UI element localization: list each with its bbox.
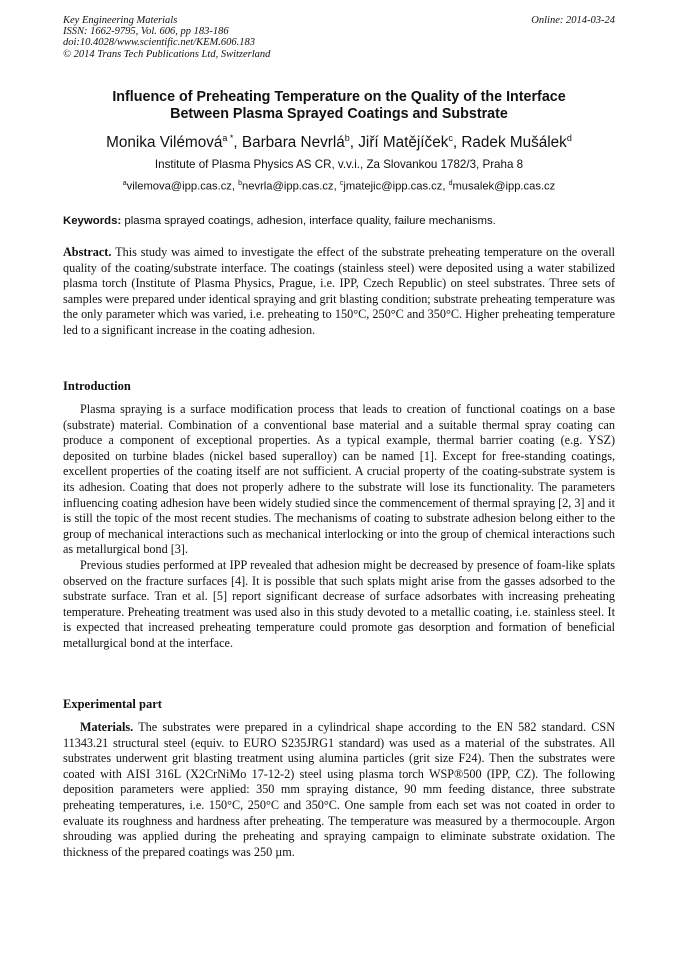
abstract-text: This study was aimed to investigate the effect of the substrate preheating temperature on the overall quality of the coating/substrate interface. The coatings (stainless steel) were deposited using a water stabilized plasma torch (Institute of Plasma Physics, Prague, i.e. IPP, Czech Republic) on steel substrates. Three sets of samples were prepared under identical spraying and grit blasting condition; substrate preheating temperature was the only parameter which was varied, i.e. preheating to 150°C, 250°C and 350°C. Higher preheating temperature led to a significant increase in the coating adhesion.	[63, 245, 615, 337]
author-sup: a *	[222, 133, 234, 143]
journal-name: Key Engineering Materials	[63, 15, 178, 26]
abstract-label: Abstract.	[63, 245, 112, 259]
experimental-section	[63, 720, 615, 860]
author-list: Monika Vilémová$^{a *}$, Barbara Nevrlá$^b$, Jiří Matějíček$^c$, Radek Mušálek$^d$	[106, 133, 572, 152]
paragraph: Previous studies performed at IPP revealed that adhesion might be decreased by presence of foam-like splats observed on the fracture surfaces [4]. It is possible that such splats might arise from the gasses adsorbed to the substrate surface. Tran et al. [5] report significant decrease of surface adsorbates with increasing preheating temperature. Preheating treatment was used also in this study devoted to a metallic coating, i.e. stainless steel. It is expected that increased preheating temperature could promote gas desorption and formation of beneficial metallurgical bond at the interface.	[63, 557, 615, 650]
author-name: Barbara Nevrlá	[241, 134, 345, 152]
author-name: Monika Vilémová	[106, 134, 223, 152]
email-sup: c	[339, 180, 344, 187]
email-list: $^a$vilemova@ipp.cas.cz, $^b$nevrla@ipp.cas.cz, $^c$jmatejic@ipp.cas.cz, $^d$musalek@ipp.cas.cz	[122, 180, 556, 193]
keywords-text: plasma sprayed coatings, adhesion, interface quality, failure mechanisms.	[121, 215, 496, 227]
author-name: Jiří Matějíček	[358, 134, 449, 152]
email-link[interactable]: musalek@ipp.cas.cz	[452, 180, 556, 193]
email-sup: b	[238, 180, 243, 187]
online-date: Online: 2014-03-24	[531, 15, 615, 26]
keywords	[63, 214, 615, 228]
issn-line: ISSN: 1662-9795, Vol. 606, pp 183-186	[63, 26, 229, 38]
email-link[interactable]: jmatejic@ipp.cas.cz	[343, 180, 443, 193]
copyright-line: © 2014 Trans Tech Publications Ltd, Switzerland	[63, 48, 271, 60]
keywords-label: Keywords:	[63, 215, 122, 227]
author-sup: b	[344, 133, 350, 143]
title-line-1: Influence of Preheating Temperature on the Quality of the Interface	[112, 89, 566, 105]
title-line-2: Between Plasma Sprayed Coatings and Substrate	[170, 106, 508, 122]
email-link[interactable]: vilemova@ipp.cas.cz	[126, 180, 232, 193]
email-sup: a	[122, 180, 127, 187]
experimental-heading: Experimental part	[63, 697, 162, 711]
introduction-section	[63, 402, 615, 652]
paragraph: Plasma spraying is a surface modification process that leads to creation of functional coatings on a base (substrate) material. Combination of a conventional base material and a suitable thermal spray coating can produce a component of exceptional properties. As a typical example, thermal barrier coating (e.g. YSZ) deposited on turbine blades (nickel based superalloy) can be named [1]. Except for free-standing coatings, excellent properties of the coating itself are not sufficient. A crucial property of the coating-substrate system is its adhesion. Coating that does not properly adhere to the substrate will lose its functionality. The parameters influencing coating adhesion have been widely studied since the commencement of thermal spraying [2, 3] and it is still the topic of the most recent studies. The mechanisms of coating to substrate adhesion belong either to the group of mechanical interactions such as mechanical interlocking or into the group of chemical interactions such as metallurgical bond [3].	[63, 402, 615, 557]
author-sup: c	[448, 133, 453, 143]
journal-header	[63, 15, 615, 60]
introduction-heading: Introduction	[63, 379, 131, 393]
email-sup: d	[448, 180, 453, 187]
abstract	[63, 245, 615, 339]
author-name: Radek Mušálek	[461, 134, 567, 152]
author-sup: d	[566, 133, 572, 143]
materials-label: Materials.	[80, 720, 134, 734]
email-link[interactable]: nevrla@ipp.cas.cz	[242, 180, 334, 193]
paper-title	[40, 89, 638, 123]
materials-text: The substrates were prepared in a cylindrical shape according to the EN 582 standard. CSN 11343.21 structural steel (equiv. to EURO S235JRG1 standard) was used as a material of the substrates. All substrates underwent grit blasting treatment using alumina particles (grit size F24). Then the substrates were coated with AISI 316L (X2CrNiMo 17-12-2) steel using plasma torch WSP®500 (IPP, CZ). The following deposition parameters were applied: 350 mm spraying distance, 90 mm feeding distance, three substrate preheating temperatures, i.e. 150°C, 250°C and 350°C. One sample from each set was not coated in order to evaluate its roughness and hardness after preheating. The temperature was measured by a thermocouple. Argon shrouding was applied during the preheating and spraying campaign to eliminate substrate oxidation. The thickness of the prepared coatings was 250 µm.	[63, 720, 615, 859]
affiliation: Institute of Plasma Physics AS CR, v.v.i., Za Slovankou 1782/3, Praha 8	[154, 158, 524, 171]
doi-line[interactable]: doi:10.4028/www.scientific.net/KEM.606.183	[63, 37, 255, 49]
